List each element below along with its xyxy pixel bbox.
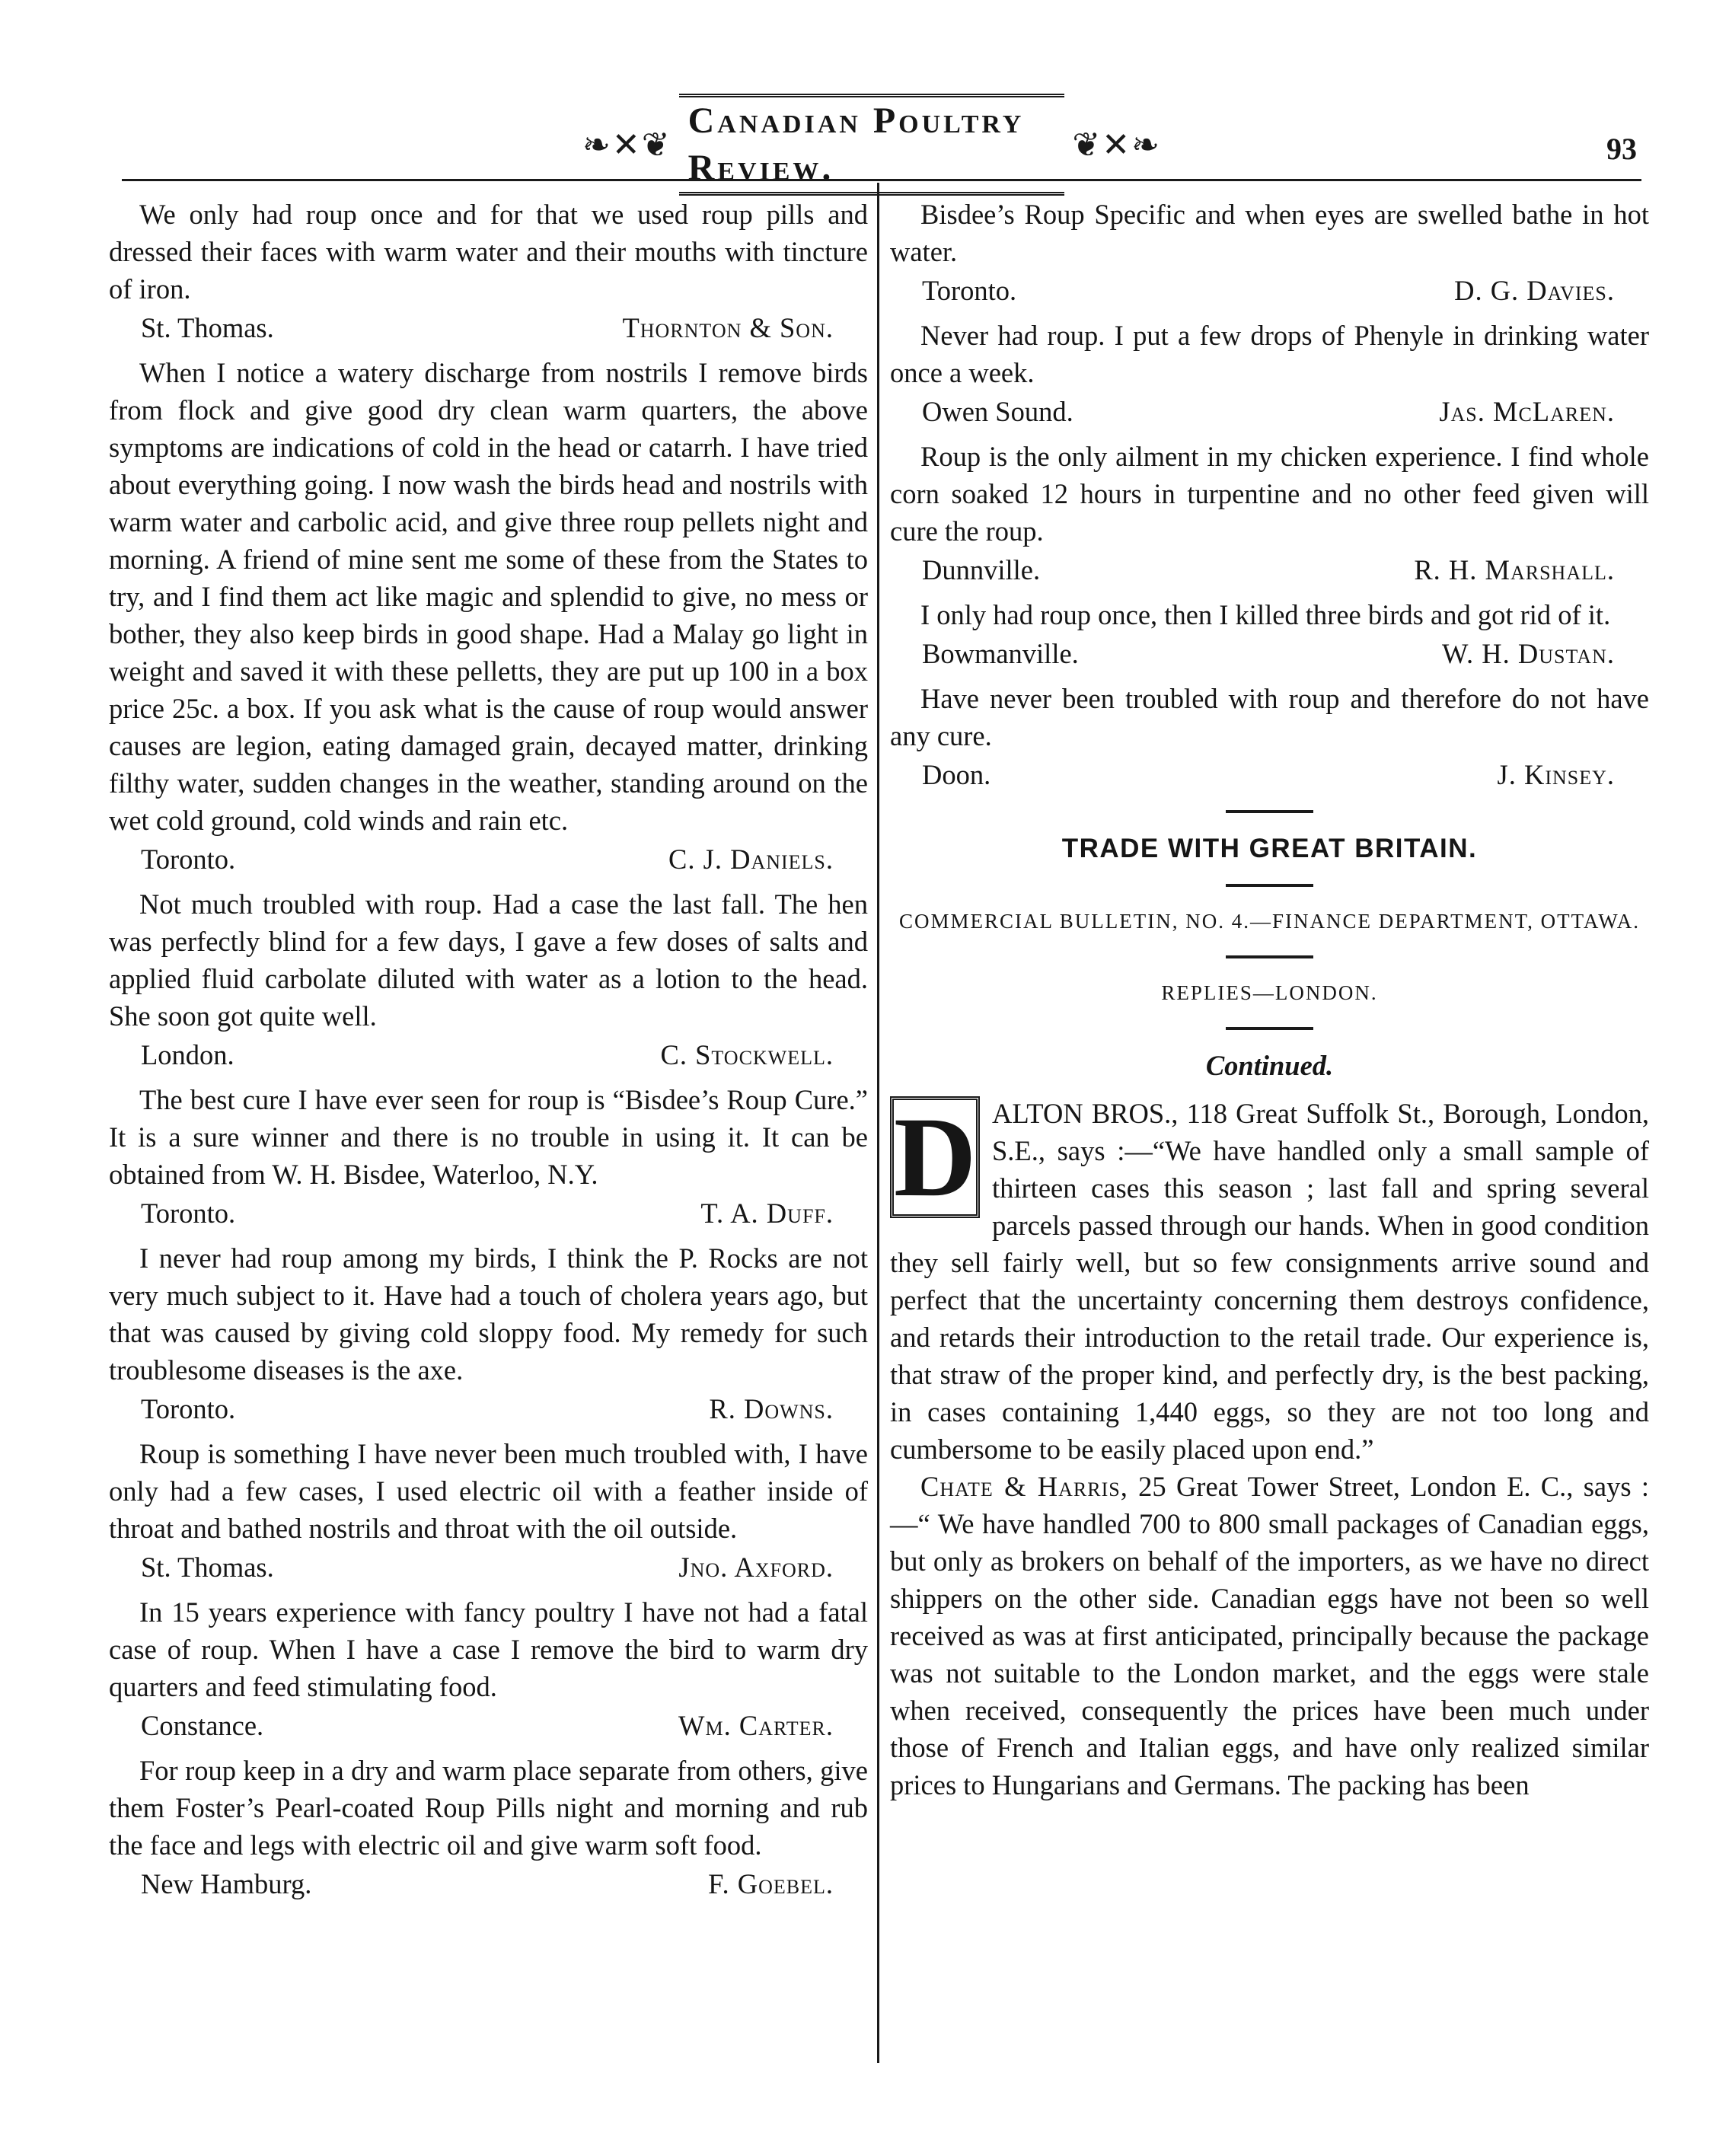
letter-entry: [109, 1239, 868, 1427]
letter-entry: [890, 596, 1649, 672]
letter-text: Not much troubled with roup. Had a case the last fall. The hen was perfectly blind for a few days, I gave a few doses of salts and applied fluid carbolate diluted with water as a lotion to the head. She soon got quite well.: [109, 888, 868, 1032]
drop-cap: D: [890, 1096, 980, 1218]
letter-place: New Hamburg.: [141, 1868, 312, 1899]
article-heading: TRADE WITH GREAT BRITAIN.: [1061, 834, 1478, 863]
letter-place: St. Thomas.: [141, 1552, 274, 1583]
letter-author: W. H. Dustan.: [1441, 638, 1615, 669]
letter-entry: [890, 317, 1649, 430]
letter-signature: [109, 1390, 868, 1427]
letter-author: C. Stockwell.: [660, 1039, 834, 1070]
letter-text: I never had roup among my birds, I think the P. Rocks are not very much subject to it. Have had a touch of cholera years ago, but that was caused by giving cold sloppy food. My remedy for such troublesome diseases is the axe.: [109, 1242, 868, 1386]
letter-place: Constance.: [141, 1710, 264, 1741]
letter-author: Jas. McLaren.: [1439, 396, 1615, 427]
letter-author: T. A. Duff.: [700, 1198, 834, 1229]
article-paragraph-text: ALTON BROS., 118 Great Suffolk St., Borough, London, S.E., says :—“We have handled only a small sample of thirteen cases this season ; last fall and spring several parcels passed through our hands. When in good condition they sell fairly well, but so few consignments arrive sound and perfect that the uncertainty concerning them destroys confidence, and retards their introduction to the retail trade. Our experience is, that straw of the proper kind, and perfectly dry, is the best packing, in cases containing 1,440 eggs, so they are not too long and cumbersome to be easily placed upon end.”: [890, 1098, 1649, 1465]
section-rule: [1226, 955, 1313, 958]
letter-entry: [890, 438, 1649, 588]
masthead-ornament-left: ❧✕❦: [582, 126, 672, 164]
left-column: [109, 196, 868, 1910]
letter-place: Toronto.: [141, 1198, 236, 1229]
letter-text: We only had roup once and for that we used roup pills and dressed their faces with warm water and their mouths with tincture of iron.: [109, 199, 868, 305]
article-paragraph: [890, 1468, 1649, 1804]
letter-signature: [109, 840, 868, 878]
letter-place: Dunnville.: [922, 554, 1041, 585]
continued-label: Continued.: [1205, 1050, 1334, 1081]
replies-subtitle: REPLIES—LONDON.: [1161, 981, 1378, 1004]
letter-author: Wm. Carter.: [678, 1710, 834, 1741]
letter-signature: [890, 756, 1649, 793]
section-rule: [1226, 1027, 1313, 1030]
column-divider: [877, 183, 879, 2063]
masthead-ornament-right: ❦✕❧: [1072, 126, 1161, 164]
letter-place: Owen Sound.: [922, 396, 1073, 427]
letter-text: When I notice a watery discharge from nostrils I remove birds from flock and give good dry clean warm quarters, the above symptoms are indications of cold in the head or catarrh. I have tried about everything going. I now wash the birds head and nostrils with warm water and carbolic acid, and give three roup pellets night and morning. A friend of mine sent me some of these from the States to try, and I find them act like magic and splendid to give, no mess or bother, they also keep birds in good shape. Had a Malay go light in weight and saved it with these pelletts, they are put up 100 in a box price 25c. a box. If you ask what is the cause of roup would answer causes are legion, eating damaged grain, decayed matter, drinking filthy water, sudden changes in the weather, standing around on the wet cold ground, cold winds and rain etc.: [109, 357, 868, 836]
masthead-title: Canadian Poultry Review.: [679, 94, 1065, 196]
letter-signature: [109, 1548, 868, 1586]
letter-text: Never had roup. I put a few drops of Phenyle in drinking water once a week.: [890, 320, 1649, 388]
letter-entry: [109, 885, 868, 1073]
firm-name: Chate & Harris,: [920, 1471, 1128, 1502]
letter-author: C. J. Daniels.: [668, 844, 834, 875]
letter-author: Jno. Axford.: [678, 1552, 834, 1583]
letter-author: F. Goebel.: [708, 1868, 834, 1899]
letter-entry: [890, 196, 1649, 309]
letter-author: R. H. Marshall.: [1414, 554, 1615, 585]
page-number: 93: [1606, 132, 1637, 166]
letter-place: Toronto.: [922, 275, 1017, 306]
letter-signature: [109, 1707, 868, 1744]
letter-entry: [109, 1752, 868, 1902]
letter-signature: [890, 551, 1649, 588]
letter-text: Roup is something I have never been much troubled with, I have only had a few cases, I used electric oil with a feather inside of throat and bathed nostrils and throat with the oil outside.: [109, 1438, 868, 1544]
letter-entry: [109, 1435, 868, 1586]
letter-entry: [109, 196, 868, 346]
section-rule: [1226, 884, 1313, 887]
article-paragraph-text: 25 Great Tower Street, London E. C., says :—“ We have handled 700 to 800 small packages of Canadian eggs, but only as brokers on behalf of the importers, as we have no direct shippers on the other side. Canadian eggs have not been so well received as was at first anticipated, principally because the package was not suitable to the London market, and the eggs were stale when received, consequently the prices have been much under those of French and Italian eggs, and have only realized similar prices to Hungarians and Germans. The packing has been: [890, 1471, 1649, 1800]
letter-entry: [890, 680, 1649, 793]
bulletin-subtitle: COMMERCIAL BULLETIN, NO. 4.—FINANCE DEPARTMENT, OTTAWA.: [898, 910, 1641, 933]
letter-place: Toronto.: [141, 1393, 236, 1424]
letter-text: Have never been troubled with roup and therefore do not have any cure.: [890, 683, 1649, 751]
letter-place: London.: [141, 1039, 234, 1070]
letter-author: J. Kinsey.: [1497, 759, 1615, 790]
letter-signature: [109, 309, 868, 346]
letter-author: Thornton & Son.: [622, 312, 834, 343]
letter-text: In 15 years experience with fancy poultry I have not had a fatal case of roup. When I have a case I remove the bird to warm dry quarters and feed stimulating food.: [109, 1596, 868, 1702]
letter-author: D. G. Davies.: [1454, 275, 1615, 306]
article-paragraph: [890, 1095, 1649, 1468]
letter-entry: [109, 1081, 868, 1232]
letter-signature: [890, 393, 1649, 430]
letter-text: For roup keep in a dry and warm place separate from others, give them Foster’s Pearl-coated Roup Pills night and morning and rub the face and legs with electric oil and give warm soft food.: [109, 1755, 868, 1861]
letter-place: Bowmanville.: [922, 638, 1079, 669]
letter-place: St. Thomas.: [141, 312, 274, 343]
letter-entry: [109, 1593, 868, 1744]
letter-signature: [890, 635, 1649, 672]
letter-text: The best cure I have ever seen for roup is “Bisdee’s Roup Cure.” It is a sure winner and there is no trouble in using it. It can be obtained from W. H. Bisdee, Waterloo, N.Y.: [109, 1084, 868, 1190]
header-rule: [122, 179, 1641, 181]
letter-place: Toronto.: [141, 844, 236, 875]
letter-signature: [890, 272, 1649, 309]
letter-text: I only had roup once, then I killed three birds and got rid of it.: [920, 599, 1611, 630]
letter-text: Roup is the only ailment in my chicken experience. I find whole corn soaked 12 hours in turpentine and no other feed given will cure the roup.: [890, 441, 1649, 547]
letter-signature: [109, 1194, 868, 1232]
masthead: [582, 100, 1161, 188]
letter-author: R. Downs.: [709, 1393, 834, 1424]
letter-signature: [109, 1036, 868, 1073]
letter-text: Bisdee’s Roup Specific and when eyes are swelled bathe in hot water.: [890, 199, 1649, 267]
letter-place: Doon.: [922, 759, 991, 790]
letter-signature: [109, 1865, 868, 1902]
letter-entry: [109, 354, 868, 878]
right-column: [890, 196, 1649, 1804]
section-rule: [1226, 810, 1313, 813]
